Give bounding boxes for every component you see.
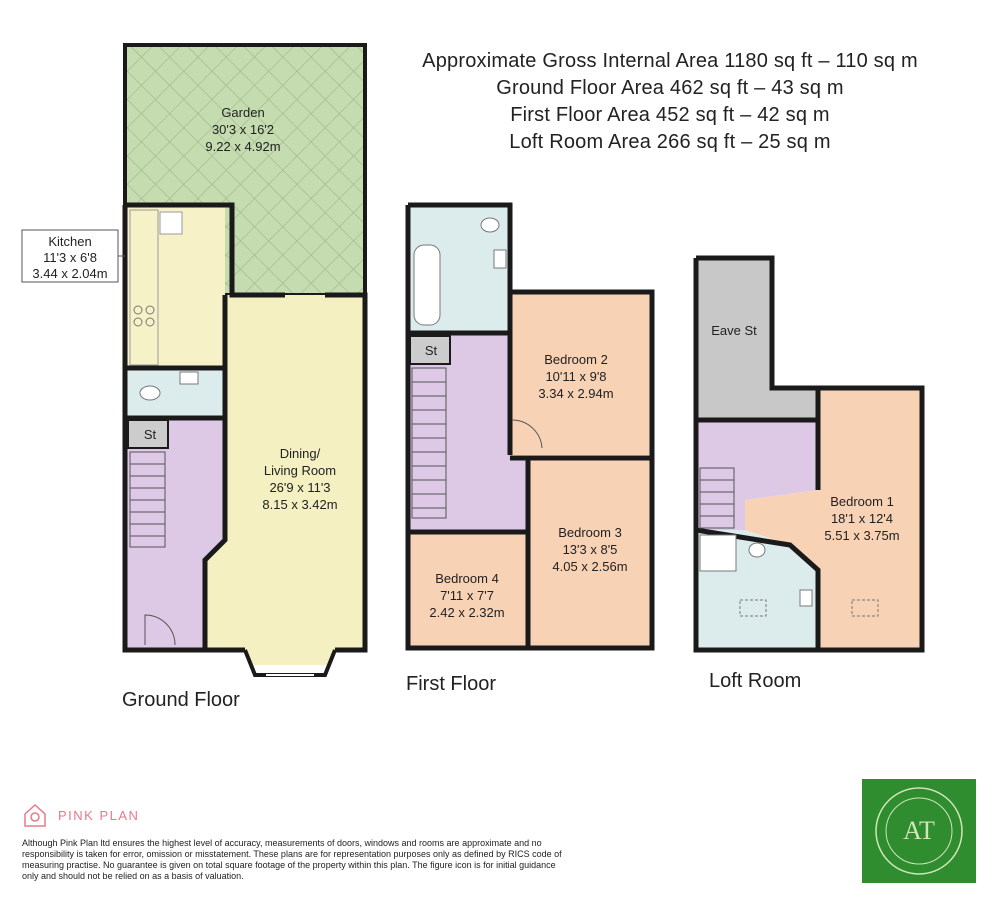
garden-metric: 9.22 x 4.92m — [205, 139, 281, 154]
ground-store-label: St — [143, 427, 157, 442]
house-logo-icon — [22, 802, 48, 828]
bedroom4-imperial: 7'11 x 7'7 — [440, 588, 494, 603]
svg-text:AT: AT — [903, 816, 935, 845]
eave-store-label: Eave St — [711, 323, 757, 338]
bedroom1-metric: 5.51 x 3.75m — [824, 528, 900, 543]
loft-area-text: Loft Room Area 266 sq ft – 25 sq m — [509, 131, 831, 153]
loft-basin-icon — [800, 590, 812, 606]
eave-store-area — [696, 258, 818, 420]
pink-plan-brand — [22, 802, 139, 828]
first-toilet-icon — [481, 218, 499, 232]
bath-icon — [414, 245, 440, 325]
disclaimer-text: Although Pink Plan ltd ensures the highest level of accuracy, measurements of doors, windows and rooms are approximate and no responsibility is taken for error, omission or misstatement. These plans are for representation purposes only as defined by RICS code of measuring practise. No guarantee is given on total square footage of the property within this plan. The figure icon is for initial guidance only and should not be relied on as a basis of valuation. — [22, 838, 562, 881]
dining-name-line2: Living Room — [263, 463, 337, 478]
ground-floor-label: Ground Floor — [122, 689, 240, 711]
shower-tray-icon — [700, 535, 736, 571]
bedroom3-name: Bedroom 3 — [558, 525, 622, 540]
first-floor-label: First Floor — [406, 673, 496, 695]
garden-name: Garden — [221, 105, 265, 120]
toilet-icon — [140, 386, 160, 400]
loft-label: Loft Room — [709, 670, 802, 692]
kitchen-imperial: 11'3 x 6'8 — [43, 250, 97, 265]
ground-floor-area-text: Ground Floor Area 462 sq ft – 43 sq m — [496, 77, 844, 99]
bedroom3-metric: 4.05 x 2.56m — [552, 559, 628, 574]
kitchen-metric: 3.44 x 2.04m — [32, 266, 108, 281]
first-store-label: St — [424, 343, 438, 358]
bedroom2-name: Bedroom 2 — [544, 352, 608, 367]
dining-imperial: 26'9 x 11'3 — [269, 480, 331, 495]
bedroom4-name: Bedroom 4 — [435, 571, 499, 586]
garden-imperial: 30'3 x 16'2 — [211, 122, 275, 137]
bedroom2-metric: 3.34 x 2.94m — [538, 386, 614, 401]
dining-name-line1: Dining/ — [279, 446, 321, 461]
bedroom4-metric: 2.42 x 2.32m — [429, 605, 505, 620]
bedroom2-imperial: 10'11 x 9'8 — [545, 369, 607, 384]
ground-floor-plan — [22, 45, 365, 711]
dining-metric: 8.15 x 3.42m — [262, 497, 338, 512]
bedroom3-imperial: 13'3 x 8'5 — [562, 542, 618, 557]
first-floor-area-text: First Floor Area 452 sq ft – 42 sq m — [510, 104, 830, 126]
loft-plan — [696, 258, 922, 692]
sink-icon — [160, 212, 182, 234]
first-floor-plan — [406, 205, 652, 695]
basin-icon — [180, 372, 198, 384]
first-basin-icon — [494, 250, 506, 268]
agent-logo — [862, 779, 976, 883]
agent-seal-icon — [862, 779, 976, 883]
brand-name: PINK PLAN — [58, 807, 140, 823]
loft-toilet-icon — [749, 543, 765, 557]
bedroom1-name: Bedroom 1 — [830, 494, 894, 509]
bedroom1-imperial: 18'1 x 12'4 — [830, 511, 894, 526]
kitchen-name: Kitchen — [48, 234, 92, 249]
gross-area-text: Approximate Gross Internal Area 1180 sq ft – 110 sq m — [422, 50, 918, 72]
